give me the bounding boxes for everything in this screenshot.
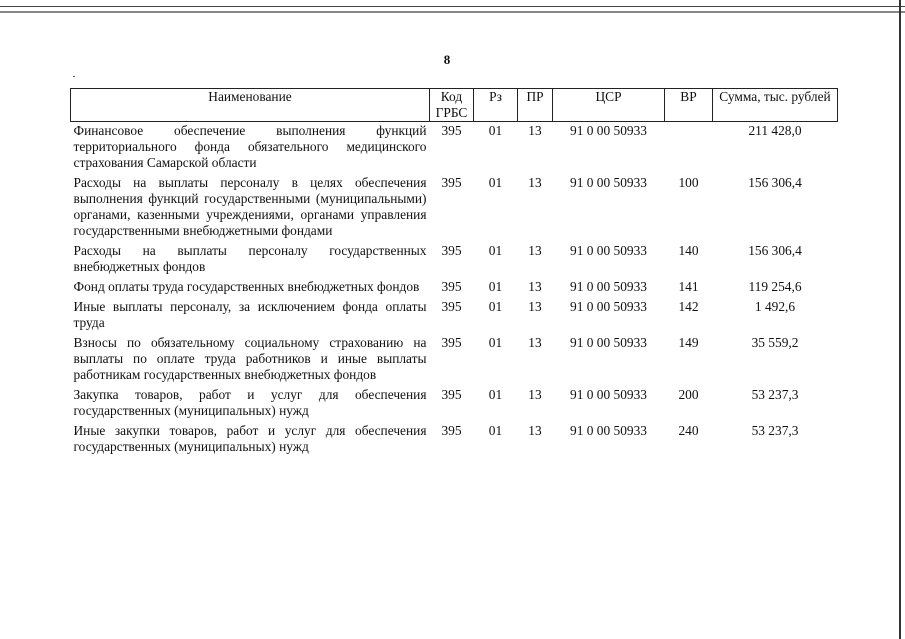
cell-sum: 53 237,3 xyxy=(751,423,799,438)
cell-pr: 13 xyxy=(528,387,542,402)
table-row xyxy=(71,278,838,298)
cell-sum: 156 306,4 xyxy=(748,243,802,258)
cell-sum: 53 237,3 xyxy=(751,387,799,402)
cell-vr xyxy=(665,122,713,175)
cell-vr: 200 xyxy=(678,387,699,402)
cell-name: Взносы по обязательному социальному страхованию на выплаты по оплате труда работников и иные выплаты работникам государственных внебюджетных фондов xyxy=(73,335,427,382)
cell-csr: 91 0 00 50933 xyxy=(570,243,647,258)
cell-code: 395 xyxy=(441,243,462,258)
cell-pr: 13 xyxy=(528,123,542,138)
table-row xyxy=(71,298,838,334)
scan-speck xyxy=(73,76,75,77)
cell-csr: 91 0 00 50933 xyxy=(570,299,647,314)
header-name: Наименование xyxy=(71,89,430,122)
cell-csr: 91 0 00 50933 xyxy=(570,279,647,294)
cell-csr: 91 0 00 50933 xyxy=(570,387,647,402)
cell-pr: 13 xyxy=(528,175,542,190)
cell-code: 395 xyxy=(441,387,462,402)
cell-vr: 141 xyxy=(678,279,699,294)
cell-name: Иные выплаты персоналу, за исключением фонда оплаты труда xyxy=(73,299,427,330)
table-row xyxy=(71,422,838,458)
cell-name: Финансовое обеспечение выполнения функций территориального фонда обязательного медицинского страхования Самарской области xyxy=(73,123,427,170)
cell-rz: 01 xyxy=(488,123,503,138)
header-code: Код ГРБС xyxy=(430,89,474,122)
cell-sum: 35 559,2 xyxy=(751,335,799,350)
cell-pr: 13 xyxy=(528,243,542,258)
table-row xyxy=(71,386,838,422)
cell-csr: 91 0 00 50933 xyxy=(570,335,647,350)
cell-vr: 140 xyxy=(678,243,699,258)
cell-pr: 13 xyxy=(528,299,542,314)
cell-name: Расходы на выплаты персоналу государственных внебюджетных фондов xyxy=(73,243,427,274)
cell-sum: 156 306,4 xyxy=(748,175,802,190)
cell-sum: 211 428,0 xyxy=(748,123,802,138)
cell-code: 395 xyxy=(441,175,462,190)
budget-table xyxy=(70,88,838,458)
cell-rz: 01 xyxy=(488,423,503,438)
scan-edge-right xyxy=(899,0,901,639)
cell-pr: 13 xyxy=(528,335,542,350)
cell-name: Закупка товаров, работ и услуг для обеспечения государственных (муниципальных) нужд xyxy=(73,387,427,418)
cell-code: 395 xyxy=(441,299,462,314)
cell-name: Иные закупки товаров, работ и услуг для обеспечения государственных (муниципальных) нужд xyxy=(73,423,427,454)
header-csr: ЦСР xyxy=(553,89,665,122)
table-row xyxy=(71,242,838,278)
header-vr: ВР xyxy=(665,89,713,122)
cell-csr: 91 0 00 50933 xyxy=(570,123,647,138)
cell-sum: 119 254,6 xyxy=(748,279,802,294)
cell-sum: 1 492,6 xyxy=(754,299,796,314)
cell-rz: 01 xyxy=(488,387,503,402)
cell-csr: 91 0 00 50933 xyxy=(570,175,647,190)
cell-vr: 149 xyxy=(678,335,699,350)
table-header-row xyxy=(71,89,838,122)
page-number: 8 xyxy=(443,52,451,67)
header-pr: ПР xyxy=(518,89,553,122)
table-row xyxy=(71,174,838,242)
cell-rz: 01 xyxy=(488,175,503,190)
scan-edge-top xyxy=(0,6,905,7)
cell-vr: 240 xyxy=(678,423,699,438)
cell-code: 395 xyxy=(441,279,462,294)
header-sum: Сумма, тыс. рублей xyxy=(713,89,838,122)
cell-vr: 142 xyxy=(678,299,699,314)
table-row xyxy=(71,334,838,386)
cell-pr: 13 xyxy=(528,279,542,294)
cell-rz: 01 xyxy=(488,335,503,350)
cell-rz: 01 xyxy=(488,243,503,258)
cell-name: Расходы на выплаты персоналу в целях обеспечения выполнения функций государственными (муниципальными) органами, казенными учреждениями, органами управления государственными внебюджетными фондами xyxy=(73,175,427,238)
cell-code: 395 xyxy=(441,123,462,138)
cell-rz: 01 xyxy=(488,279,503,294)
cell-csr: 91 0 00 50933 xyxy=(570,423,647,438)
cell-code: 395 xyxy=(441,335,462,350)
cell-name: Фонд оплаты труда государственных внебюджетных фондов xyxy=(73,279,420,294)
scan-edge-top-shadow xyxy=(0,11,905,13)
cell-code: 395 xyxy=(441,423,462,438)
cell-pr: 13 xyxy=(528,423,542,438)
cell-vr: 100 xyxy=(678,175,699,190)
cell-rz: 01 xyxy=(488,299,503,314)
header-rz: Рз xyxy=(474,89,518,122)
table-row xyxy=(71,122,838,175)
